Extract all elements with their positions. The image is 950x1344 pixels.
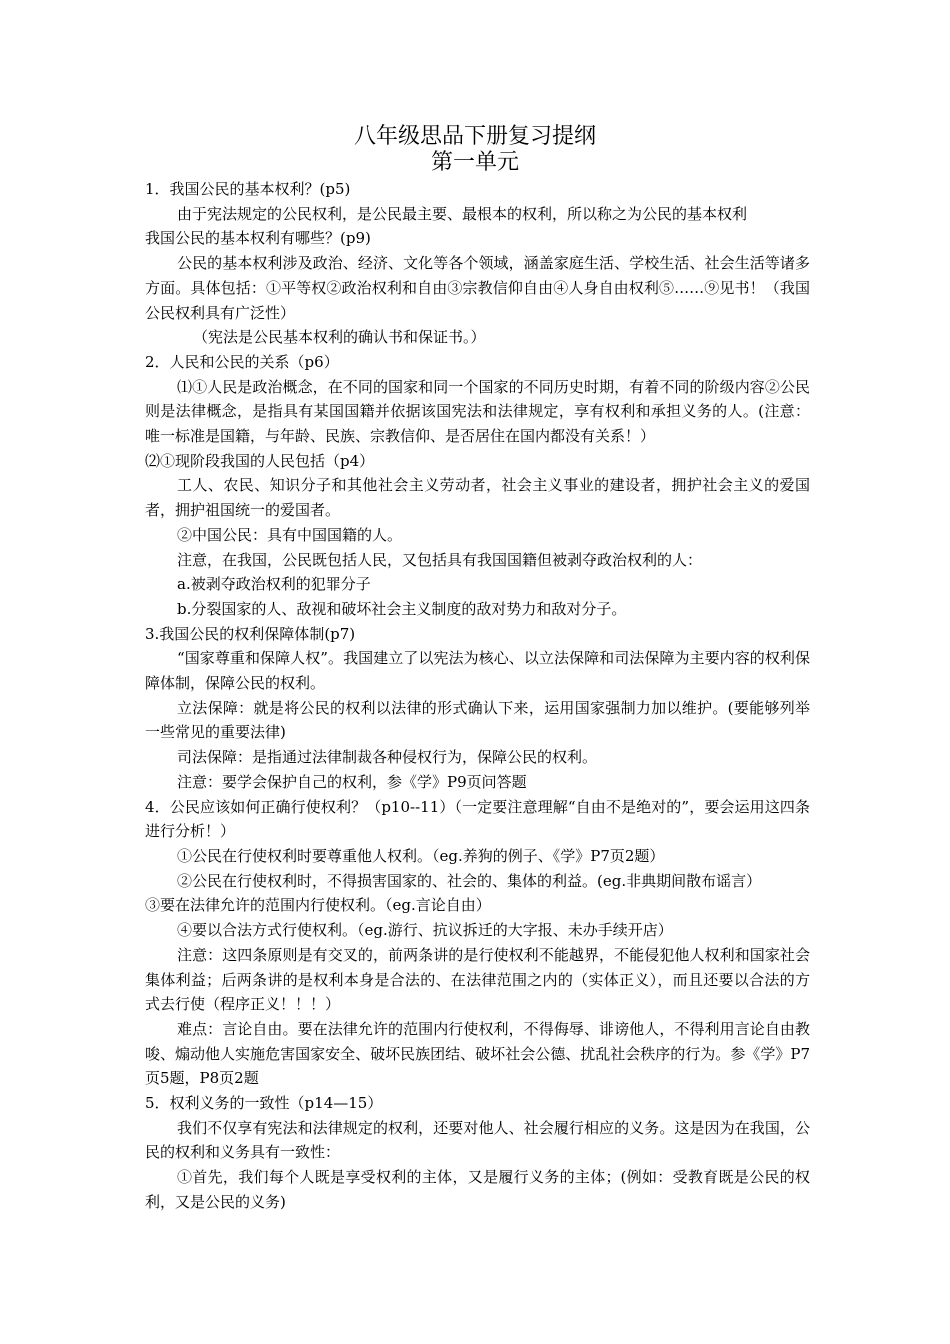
paragraph: 注意，在我国，公民既包括人民，又包括具有我国国籍但被剥夺政治权利的人： [177, 550, 703, 569]
paragraph: b.分裂国家的人、敌视和破坏社会主义制度的敌对势力和敌对分子。 [177, 599, 627, 618]
paragraph: ①首先，我们每个人既是享受权利的主体，又是履行义务的主体；(例如：受教育既是公民的权利，又是公民的义务) [145, 1168, 810, 1211]
paragraph: 由于宪法规定的公民权利，是公民最主要、最根本的权利，所以称之为公民的基本权利 [177, 204, 748, 223]
paragraph: 注意：这四条原则是有交叉的，前两条讲的是行使权利不能越界，不能侵犯他人权利和国家社会集体利益；后两条讲的是权利本身是合法的、在法律范围之内的（实体正义），而且还要以合法的方式去行使（程序正义！！！） [145, 945, 810, 1014]
paragraph: a.被剥夺政治权利的犯罪分子 [177, 575, 371, 594]
document-subtitle: 第一单元 [430, 150, 519, 175]
paragraph: ②公民在行使权利时，不得损害国家的、社会的、集体的利益。(eg.非典期间散布谣言） [177, 871, 762, 890]
paragraph: ①公民在行使权利时要尊重他人权利。（eg.养狗的例子、《学》P7页2题） [177, 846, 665, 865]
paragraph: 5．权利义务的一致性（p14—15） [145, 1094, 383, 1113]
document-body [145, 177, 810, 1215]
paragraph: （宪法是公民基本权利的确认书和保证书。） [193, 328, 486, 347]
paragraph: 工人、农民、知识分子和其他社会主义劳动者，社会主义事业的建设者，拥护社会主义的爱国者，拥护祖国统一的爱国者。 [145, 476, 810, 520]
paragraph: 立法保障：就是将公民的权利以法律的形式确认下来，运用国家强制力加以维护。(要能够列举一些常见的重要法律) [145, 698, 810, 742]
paragraph: 注意：要学会保护自己的权利，参《学》P9页问答题 [177, 772, 527, 791]
paragraph: 难点：言论自由。要在法律允许的范围内行使权利，不得侮辱、诽谤他人，不得利用言论自由教唆、煽动他人实施危害国家安全、破坏民族团结、破坏社会公德、扰乱社会秩序的行为。参《学》P7页5题，P8页2题 [145, 1019, 810, 1088]
paragraph: 司法保障：是指通过法律制裁各种侵权行为，保障公民的权利。 [177, 748, 598, 767]
paragraph: 公民的基本权利涉及政治、经济、文化等各个领域，涵盖家庭生活、学校生活、社会生活等诸多方面。具体包括：①平等权②政治权利和自由③宗教信仰自由④人身自由权利⑤……⑨见书！（我国公民权利具有广泛性） [145, 254, 810, 322]
paragraph: 我们不仅享有宪法和法律规定的权利，还要对他人、社会履行相应的义务。这是因为在我国，公民的权利和义务具有一致性： [145, 1118, 810, 1162]
paragraph: 我国公民的基本权利有哪些？(p9) [145, 229, 371, 248]
paragraph: ②中国公民：具有中国国籍的人。 [177, 525, 403, 544]
paragraph: ⑵①现阶段我国的人民包括（p4） [145, 451, 375, 470]
paragraph: 3.我国公民的权利保障体制(p7) [145, 624, 356, 643]
paragraph: “国家尊重和保障人权”。我国建立了以宪法为核心、以立法保障和司法保障为主要内容的权利保障体制，保障公民的权利。 [145, 649, 810, 693]
paragraph: ③要在法律允许的范围内行使权利。（eg.言论自由） [145, 896, 491, 915]
paragraph: 2．人民和公民的关系（p6） [145, 352, 339, 371]
paragraph: ⑴①人民是政治概念，在不同的国家和同一个国家的不同历史时期，有着不同的阶级内容②公民则是法律概念，是指具有某国国籍并依据该国宪法和法律规定，享有权利和承担义务的人。(注意：唯一标准是国籍，与年龄、民族、宗教信仰、是否居住在国内都没有关系！） [145, 377, 810, 446]
paragraph: ④要以合法方式行使权利。（eg.游行、抗议拆迁的大字报、未办手续开店） [177, 921, 673, 940]
paragraph: 1．我国公民的基本权利？(p5) [145, 180, 351, 198]
document-title: 八年级思品下册复习提纲 [353, 124, 596, 149]
paragraph: 4．公民应该如何正确行使权利？（p10--11）（一定要注意理解“自由不是绝对的”，要会运用这四条进行分析！） [145, 797, 810, 841]
